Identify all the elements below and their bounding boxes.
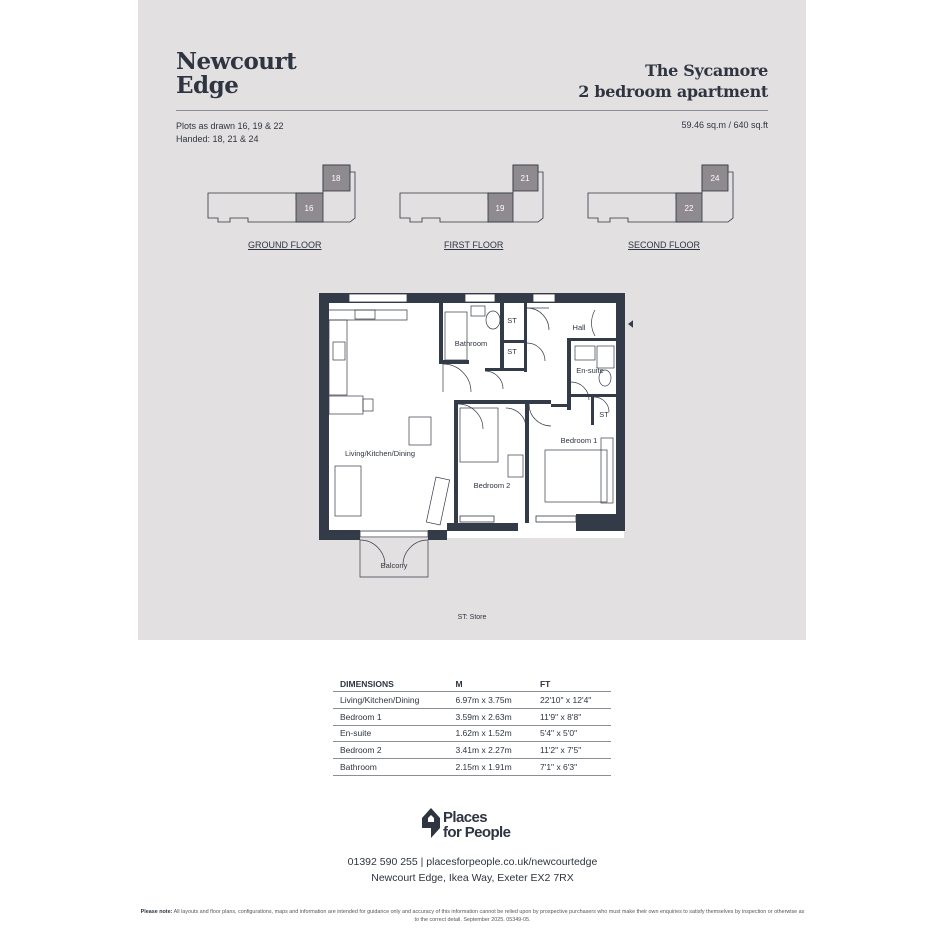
table-row (333, 692, 611, 709)
dimensions-header-row (333, 676, 611, 692)
room-bedroom-1: Bedroom 1 (560, 436, 598, 445)
room-metric: 6.97m x 3.75m (448, 692, 533, 709)
logo-line-1: Places (443, 809, 487, 826)
brand-line-1: Newcourt (176, 48, 297, 75)
disclaimer-lead: Please note: (140, 909, 173, 915)
floor-area: 59.46 sq.m / 640 sq.ft (681, 120, 768, 130)
room-name: Bathroom (333, 759, 448, 776)
imperial-header: FT (533, 676, 611, 692)
room-metric: 2.15m x 1.91m (448, 759, 533, 776)
plot-info (176, 120, 284, 146)
room-hall: Hall (572, 323, 586, 332)
room-metric: 3.59m x 2.63m (448, 708, 533, 725)
store-2-label: ST (507, 347, 517, 356)
contact-info (0, 854, 945, 886)
header-divider (176, 110, 768, 111)
table-row (333, 725, 611, 742)
room-balcony: Balcony (380, 561, 408, 570)
room-name: Living/Kitchen/Dining (333, 692, 448, 709)
table-row (333, 708, 611, 725)
plot-19-label: 19 (495, 204, 505, 213)
room-living: Living/Kitchen/Dining (344, 449, 416, 458)
second-floor-label: SECOND FLOOR (628, 240, 701, 250)
apartment-title (578, 60, 768, 102)
room-imperial: 7'1" x 6'3" (533, 759, 611, 776)
room-imperial: 11'2" x 7'5" (533, 742, 611, 759)
room-name: En-suite (333, 725, 448, 742)
store-1-label: ST (507, 316, 517, 325)
room-imperial: 11'9" x 8'8" (533, 708, 611, 725)
ground-floor-label: GROUND FLOOR (248, 240, 322, 250)
brand-line-2: Edge (176, 72, 239, 99)
plots-handed: Handed: 18, 21 & 24 (176, 134, 259, 144)
store-key-note: ST: Store (457, 614, 487, 621)
places-for-people-logo-icon (420, 806, 442, 840)
brochure-panel (138, 0, 806, 640)
development-logo (176, 50, 296, 98)
apartment-name: The Sycamore (645, 61, 768, 80)
plot-22-label: 22 (684, 204, 694, 213)
plot-21-label: 21 (520, 174, 530, 183)
store-3-label: ST (599, 410, 609, 419)
contact-address: Newcourt Edge, Ikea Way, Exeter EX2 7RX (371, 872, 574, 884)
room-bedroom-2: Bedroom 2 (473, 481, 511, 490)
room-ensuite: En-suite (576, 366, 604, 375)
floor-plan (313, 290, 633, 585)
metric-header: M (448, 676, 533, 692)
room-imperial: 22'10" x 12'4" (533, 692, 611, 709)
dimensions-header: DIMENSIONS (333, 676, 448, 692)
plot-24-label: 24 (710, 174, 720, 183)
room-metric: 3.41m x 2.27m (448, 742, 533, 759)
disclaimer-text: All layouts and floor plans, configurations, maps and information are intended for guidance only and accuracy of this information cannot be relied upon by prospective purchasers who must make their own enquiries to satisfy themselves by inspection or otherwise as to the correct detail. September 2025. 05349-05. (173, 909, 805, 923)
table-row (333, 759, 611, 776)
dimensions-table (333, 676, 611, 776)
key-plans (138, 160, 806, 260)
first-floor-label: FIRST FLOOR (444, 240, 504, 250)
plot-16-label: 16 (304, 204, 314, 213)
apartment-type: 2 bedroom apartment (578, 82, 768, 101)
room-name: Bedroom 2 (333, 742, 448, 759)
table-row (333, 742, 611, 759)
logo-line-2: for People (443, 824, 511, 841)
plot-18-label: 18 (331, 174, 341, 183)
plan-floor (326, 302, 624, 538)
contact-phone-web: 01392 590 255 | placesforpeople.co.uk/newcourtedge (347, 856, 598, 868)
room-metric: 1.62m x 1.52m (448, 725, 533, 742)
room-name: Bedroom 1 (333, 708, 448, 725)
logo-wordmark (443, 810, 510, 840)
entrance-arrow-icon (628, 318, 633, 330)
plots-drawn: Plots as drawn 16, 19 & 22 (176, 121, 284, 131)
disclaimer (140, 908, 805, 924)
room-imperial: 5'4" x 5'0" (533, 725, 611, 742)
room-bathroom: Bathroom (454, 339, 488, 348)
